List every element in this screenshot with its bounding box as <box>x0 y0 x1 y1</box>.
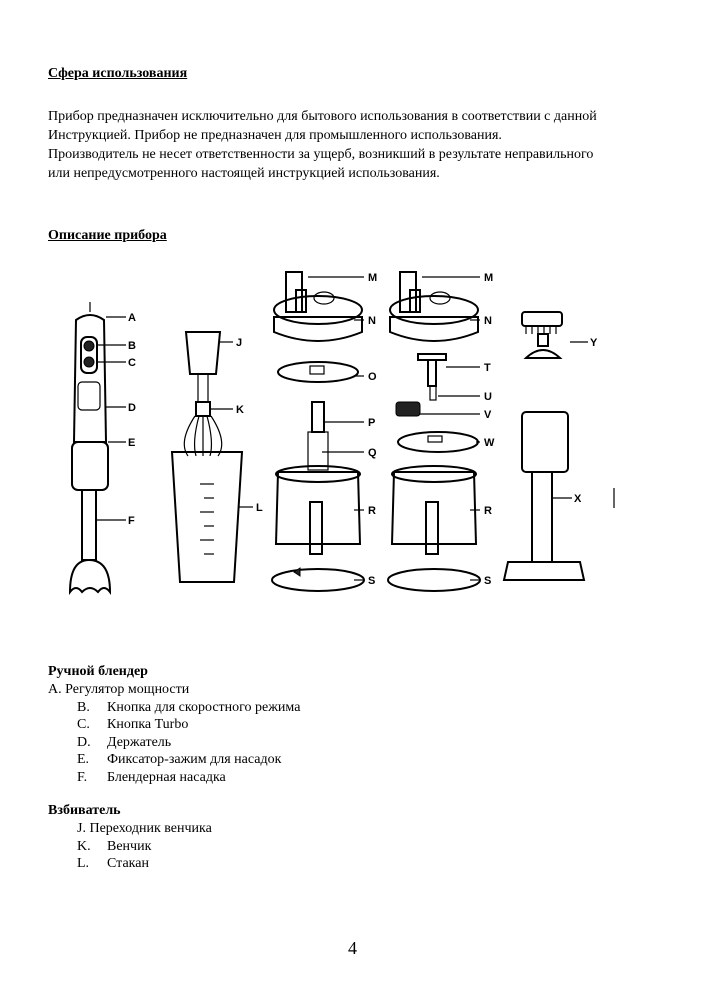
page-number: 4 <box>348 938 357 958</box>
slicer-drawing <box>388 272 480 591</box>
diagram-label: L <box>256 502 263 514</box>
diagram-label: D <box>128 402 136 414</box>
scope-line: или непредусмотренного настоящей инструкцией использования. <box>48 166 440 181</box>
list-item: C. Кнопка Turbo <box>77 717 189 732</box>
diagram-label: N <box>368 315 376 327</box>
description-heading: Описание прибора <box>48 228 167 243</box>
list-item: K. Венчик <box>77 838 152 854</box>
diagram-label: Y <box>590 337 598 349</box>
hand-blender-list <box>48 681 300 786</box>
scope-paragraph <box>48 107 668 183</box>
whisk-drawing <box>172 332 242 582</box>
scope-heading: Сфера использования <box>48 66 188 81</box>
diagram-label: Q <box>368 447 377 459</box>
hand-blender-title: Ручной блендер <box>48 664 148 679</box>
diagram-label: V <box>484 409 492 421</box>
diagram-label: R <box>368 505 376 517</box>
scope-line: Инструкцией. Прибор не предназначен для промышленного использования. <box>48 128 502 143</box>
scope-line: Производитель не несет ответственности за ущерб, возникший в результате неправильного <box>48 147 594 162</box>
diagram-label: C <box>128 357 136 369</box>
diagram-label: P <box>368 417 376 429</box>
list-item: D. Держатель <box>77 734 172 750</box>
scope-line: Прибор предназначен исключительно для бытового использования в соответствии с данной <box>48 109 597 124</box>
list-item: J. Переходник венчика <box>77 821 212 836</box>
diagram-label: O <box>368 371 377 383</box>
list-item: B. Кнопка для скоростного режима <box>77 699 301 715</box>
diagram-label: M <box>484 272 494 284</box>
diagram-label: T <box>484 362 491 374</box>
diagram-label: X <box>574 493 582 505</box>
diagram-label: U <box>484 391 492 403</box>
meat-tenderizer-drawing <box>522 312 562 358</box>
list-item: E. Фиксатор-зажим для насадок <box>77 752 282 767</box>
diagram-label: K <box>236 404 244 416</box>
diagram-label: R <box>484 505 492 517</box>
diagram-label: N <box>484 315 492 327</box>
masher-drawing <box>504 412 584 580</box>
whisk-title: Взбиватель <box>48 803 121 818</box>
diagram-label: A <box>128 312 136 324</box>
diagram-label: W <box>484 437 495 449</box>
diagram-label: S <box>484 575 492 587</box>
diagram-label: M <box>368 272 378 284</box>
diagram-label: F <box>128 515 135 527</box>
appliance-diagram <box>48 262 628 607</box>
diagram-label: J <box>236 337 243 349</box>
list-item: L. Стакан <box>77 856 149 871</box>
list-item: A. Регулятор мощности <box>48 682 190 697</box>
chopper-drawing <box>272 272 364 591</box>
list-item: F. Блендерная насадка <box>77 769 226 785</box>
diagram-label: B <box>128 340 136 352</box>
diagram-label: S <box>368 575 376 587</box>
diagram-label: E <box>128 437 136 449</box>
whisk-list <box>48 820 212 873</box>
